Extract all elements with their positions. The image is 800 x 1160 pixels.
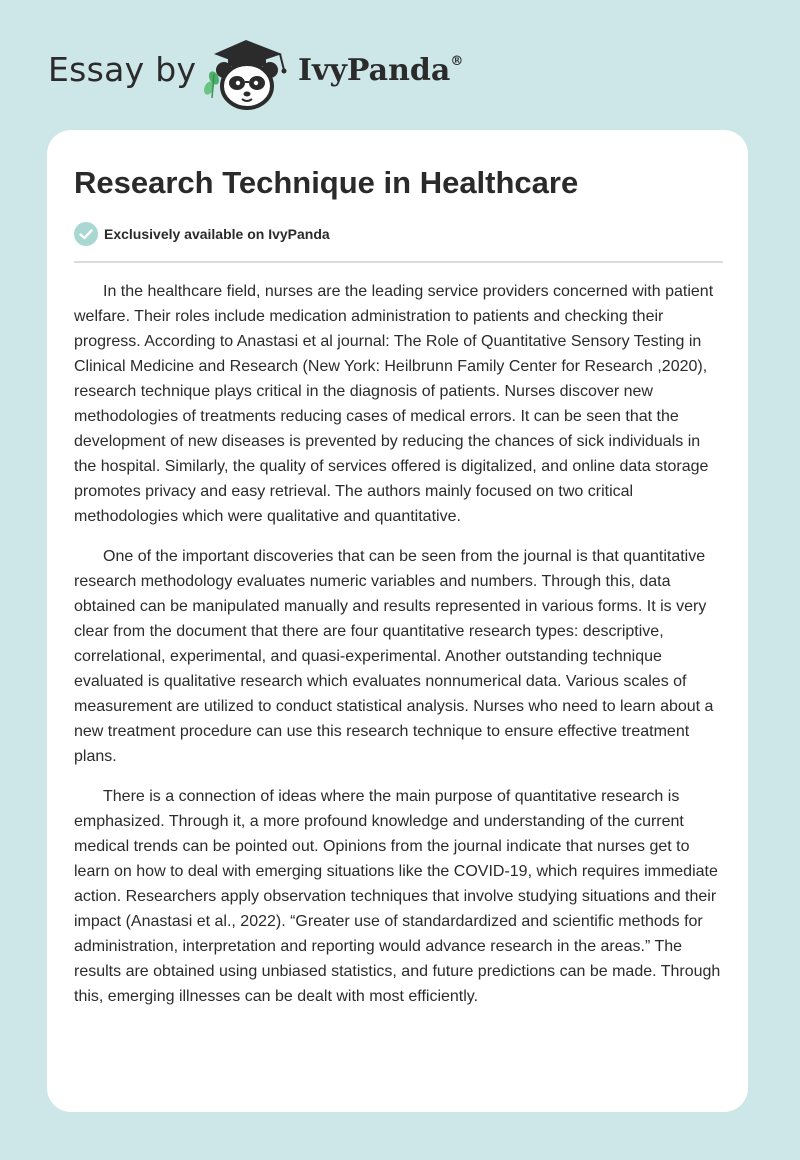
check-circle-icon [74, 222, 98, 246]
page-title: Research Technique in Healthcare [74, 165, 579, 200]
essay-by-label: Essay by [48, 50, 197, 89]
essay-card [47, 130, 748, 1112]
paragraph-3: There is a connection of ideas where the main purpose of quantitative research is emphasized. Through it, a more profound knowledge and understanding of the current medical trends can be pointed out. Opinions from the journal indicate that nurses get to learn on how to deal with emerging situations like the COVID-19, which requires immediate action. Researchers apply observation techniques that involve studying situations and their impact (Anastasi et al., 2022). “Greater use of standardardized and scientific methods for administration, interpretation and reporting would advance research in the areas.” The results are obtained using unbiased statistics, and future predictions can be made. Through this, emerging illnesses can be dealt with most efficiently. [74, 788, 721, 1005]
title-divider [74, 261, 723, 263]
brand-name[interactable] [298, 53, 463, 88]
exclusive-badge [74, 222, 330, 246]
panda-mascot-icon[interactable] [200, 36, 296, 112]
exclusive-badge-label: Exclusively available on IvyPanda [104, 226, 330, 242]
paragraph-1: In the healthcare field, nurses are the leading service providers concerned with patient welfare. Their roles include medication administration to patients and checking their progress. According to Anastasi et al journal: The Role of Quantitative Sensory Testing in Clinical Medicine and Research (New York: Heilbrunn Family Center for Research ,2020), research technique plays critical in the diagnosis of patients. Nurses discover new methodologies of treatments reducing cases of medical errors. It can be seen that the development of new diseases is prevented by reducing the chances of sick individuals in the hospital. Similarly, the quality of services offered is digitalized, and online data storage promotes privacy and easy retrieval. The authors mainly focused on two critical methodologies which were qualitative and quantitative. [74, 283, 714, 525]
essay-body [74, 279, 724, 1024]
paragraph-2: One of the important discoveries that can be seen from the journal is that quantitative research methodology evaluates numeric variables and numbers. Through this, data obtained can be manipulated manually and results represented in various forms. It is very clear from the document that there are four quantitative research types: descriptive, correlational, experimental, and quasi-experimental. Another outstanding technique evaluated is qualitative research which evaluates nonnumerical data. Various scales of measurement are utilized to conduct statistical analysis. Nurses who need to learn about a new treatment procedure can use this research technique to ensure effective treatment plans. [74, 548, 714, 765]
brand-text: IvyPanda [298, 53, 451, 88]
registered-mark: ® [450, 54, 464, 69]
site-header [0, 0, 800, 130]
